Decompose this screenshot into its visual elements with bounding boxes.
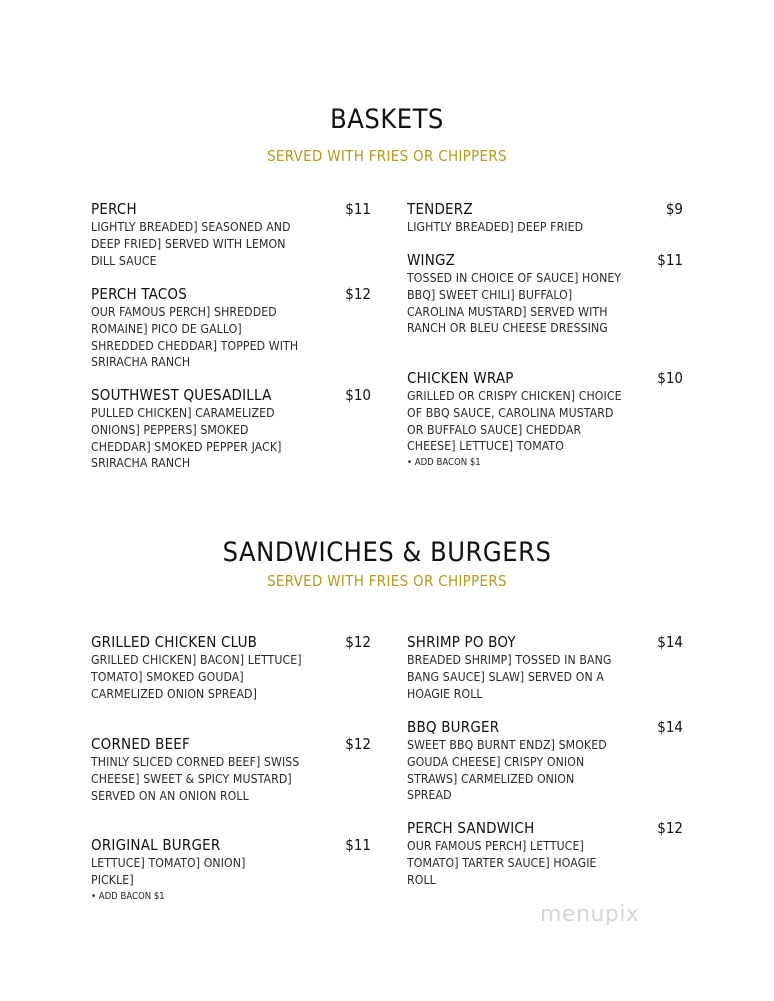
item-description: GRILLED OR CRISPY CHICKEN] CHOICE OF BBQ SAUCE, CAROLINA MUSTARD OR BUFFALO SAUCE] CHEDDAR CHEESE] LETTUCE] TOMATO (407, 389, 622, 454)
item-price: $12 (345, 633, 371, 651)
item-description: OUR FAMOUS PERCH] LETTUCE] TOMATO] TARTER SAUCE] HOAGIE ROLL (407, 839, 597, 887)
item-price: $12 (657, 819, 683, 837)
menupix-watermark: menupix (540, 902, 640, 927)
menu-item-corned-beef (91, 735, 371, 804)
item-addon: • ADD BACON $1 (407, 457, 481, 469)
item-name: CHICKEN WRAP (407, 369, 514, 387)
item-price: $12 (345, 285, 371, 303)
menu-item-shrimp-po-boy (407, 633, 683, 702)
item-description: GRILLED CHICKEN] BACON] LETTUCE] TOMATO] SMOKED GOUDA] CARMELIZED ONION SPREAD] (91, 653, 302, 701)
menu-item-perch-sandwich (407, 819, 683, 888)
item-price: $14 (657, 718, 683, 736)
item-description: LETTUCE] TOMATO] ONION] PICKLE] (91, 856, 246, 887)
item-name: PERCH (91, 200, 137, 218)
item-name: SHRIMP PO BOY (407, 633, 516, 651)
item-name: PERCH TACOS (91, 285, 188, 303)
item-name: GRILLED CHICKEN CLUB (91, 633, 258, 651)
item-description: OUR FAMOUS PERCH] SHREDDED ROMAINE] PICO DE GALLO] SHREDDED CHEDDAR] TOPPED WITH SRIRACHA RANCH (91, 305, 299, 370)
menu-item-tenderz (407, 200, 683, 236)
menu-item-perch-tacos (91, 285, 371, 371)
item-name: CORNED BEEF (91, 735, 190, 753)
menu-item-chicken-wrap (407, 369, 683, 468)
menu-item-bbq-burger (407, 718, 683, 804)
item-name: TENDERZ (407, 200, 473, 218)
item-price: $14 (657, 633, 683, 651)
menu-item-grilled-chicken-club (91, 633, 371, 702)
item-description: SWEET BBQ BURNT ENDZ] SMOKED GOUDA CHEESE] CRISPY ONION STRAWS] CARMELIZED ONION SPREAD (407, 738, 607, 803)
item-price: $11 (345, 836, 371, 854)
item-price: $11 (657, 251, 683, 269)
item-name: ORIGINAL BURGER (91, 836, 221, 854)
baskets-subtitle: SERVED WITH FRIES OR CHIPPERS (267, 147, 507, 165)
menu-item-perch (91, 200, 371, 269)
item-name: PERCH SANDWICH (407, 819, 535, 837)
sandwiches-subtitle: SERVED WITH FRIES OR CHIPPERS (267, 572, 507, 590)
item-description: THINLY SLICED CORNED BEEF] SWISS CHEESE] SWEET & SPICY MUSTARD] SERVED ON AN ONION ROLL (91, 755, 300, 803)
item-addon: • ADD BACON $1 (91, 890, 165, 902)
item-price: $11 (345, 200, 371, 218)
menu-item-southwest-quesadilla (91, 386, 371, 472)
item-price: $10 (345, 386, 371, 404)
sandwiches-title: SANDWICHES & BURGERS (222, 537, 552, 568)
item-name: BBQ BURGER (407, 718, 500, 736)
item-description: TOSSED IN CHOICE OF SAUCE] HONEY BBQ] SWEET CHILI] BUFFALO] CAROLINA MUSTARD] SERVED WITH RANCH OR BLEU CHEESE DRESSING (407, 271, 622, 336)
item-price: $12 (345, 735, 371, 753)
item-description: LIGHTLY BREADED] SEASONED AND DEEP FRIED] SERVED WITH LEMON DILL SAUCE (91, 220, 291, 268)
item-name: WINGZ (407, 251, 456, 269)
item-name: SOUTHWEST QUESADILLA (91, 386, 272, 404)
menu-item-wingz (407, 251, 683, 337)
item-price: $10 (657, 369, 683, 387)
item-price: $9 (665, 200, 683, 218)
item-description: LIGHTLY BREADED] DEEP FRIED (407, 220, 584, 234)
item-description: PULLED CHICKEN] CARAMELIZED ONIONS] PEPPERS] SMOKED CHEDDAR] SMOKED PEPPER JACK] SRIRACHA RANCH (91, 406, 282, 471)
baskets-title: BASKETS (330, 104, 444, 135)
menu-item-original-burger (91, 836, 371, 902)
item-description: BREADED SHRIMP] TOSSED IN BANG BANG SAUCE] SLAW] SERVED ON A HOAGIE ROLL (407, 653, 612, 701)
